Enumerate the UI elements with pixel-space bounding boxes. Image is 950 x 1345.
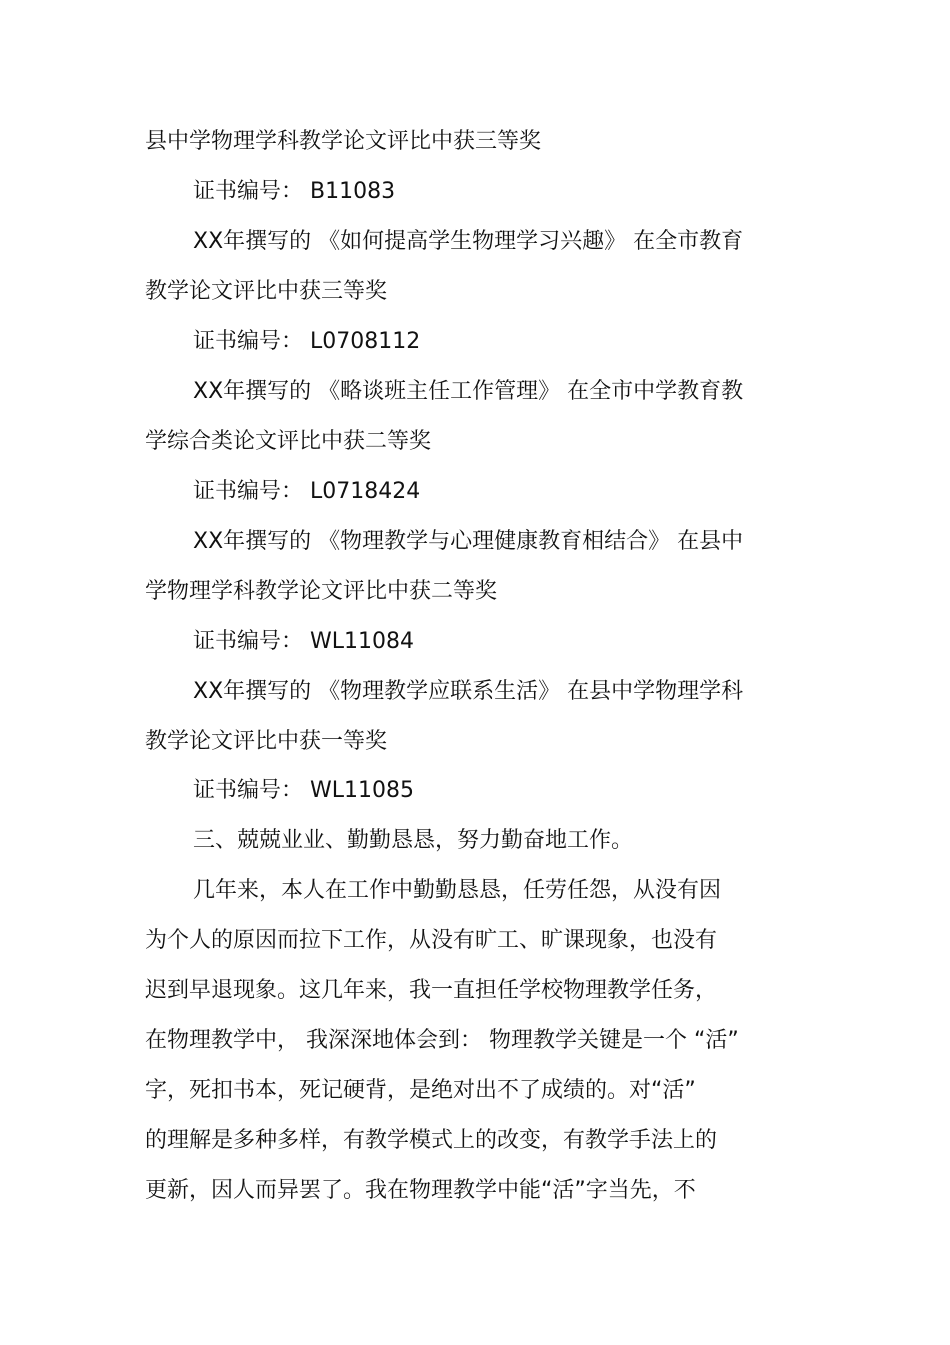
- certificate-number-4: 证书编号： WL11084: [193, 629, 414, 654]
- paragraph-line-4: 在物理教学中， 我深深地体会到： 物理教学关键是一个 “活”: [145, 1028, 739, 1053]
- paper-entry-1: XX年撰写的 《如何提高学生物理学习兴趣》 在全市教育: [193, 229, 744, 254]
- paper-entry-3: XX年撰写的 《物理教学与心理健康教育相结合》 在县中: [193, 529, 744, 554]
- paper-entry-4: XX年撰写的 《物理教学应联系生活》 在县中学物理学科: [193, 679, 744, 704]
- paragraph-line-5: 字，死扣书本，死记硬背，是绝对出不了成绩的。对“活”: [145, 1078, 696, 1103]
- text-line-4: 教学论文评比中获三等奖: [145, 279, 388, 304]
- certificate-number-2: 证书编号： L0708112: [193, 329, 421, 354]
- paper-entry-2: XX年撰写的 《略谈班主任工作管理》 在全市中学教育教: [193, 379, 744, 404]
- text-line-1: 县中学物理学科教学论文评比中获三等奖: [145, 129, 542, 154]
- certificate-number-1: 证书编号： B11083: [193, 179, 396, 204]
- text-line-7: 学综合类论文评比中获二等奖: [145, 429, 432, 454]
- paragraph-line-3: 迟到早退现象。这几年来，我一直担任学校物理教学任务，: [145, 978, 718, 1003]
- paragraph-line-6: 的理解是多种多样，有教学模式上的改变，有教学手法上的: [145, 1128, 718, 1153]
- paragraph-line-7: 更新，因人而异罢了。我在物理教学中能“活”字当先，不: [145, 1178, 696, 1203]
- section-heading: 三、兢兢业业、勤勤恳恳，努力勤奋地工作。: [193, 828, 634, 853]
- paragraph-line-2: 为个人的原因而拉下工作，从没有旷工、旷课现象，也没有: [145, 928, 718, 953]
- paragraph-line-1: 几年来，本人在工作中勤勤恳恳，任劳任怨，从没有因: [193, 878, 722, 903]
- text-line-10: 学物理学科教学论文评比中获二等奖: [145, 579, 498, 604]
- certificate-number-5: 证书编号： WL11085: [193, 778, 414, 803]
- certificate-number-3: 证书编号： L0718424: [193, 479, 421, 504]
- text-line-13: 教学论文评比中获一等奖: [145, 729, 388, 754]
